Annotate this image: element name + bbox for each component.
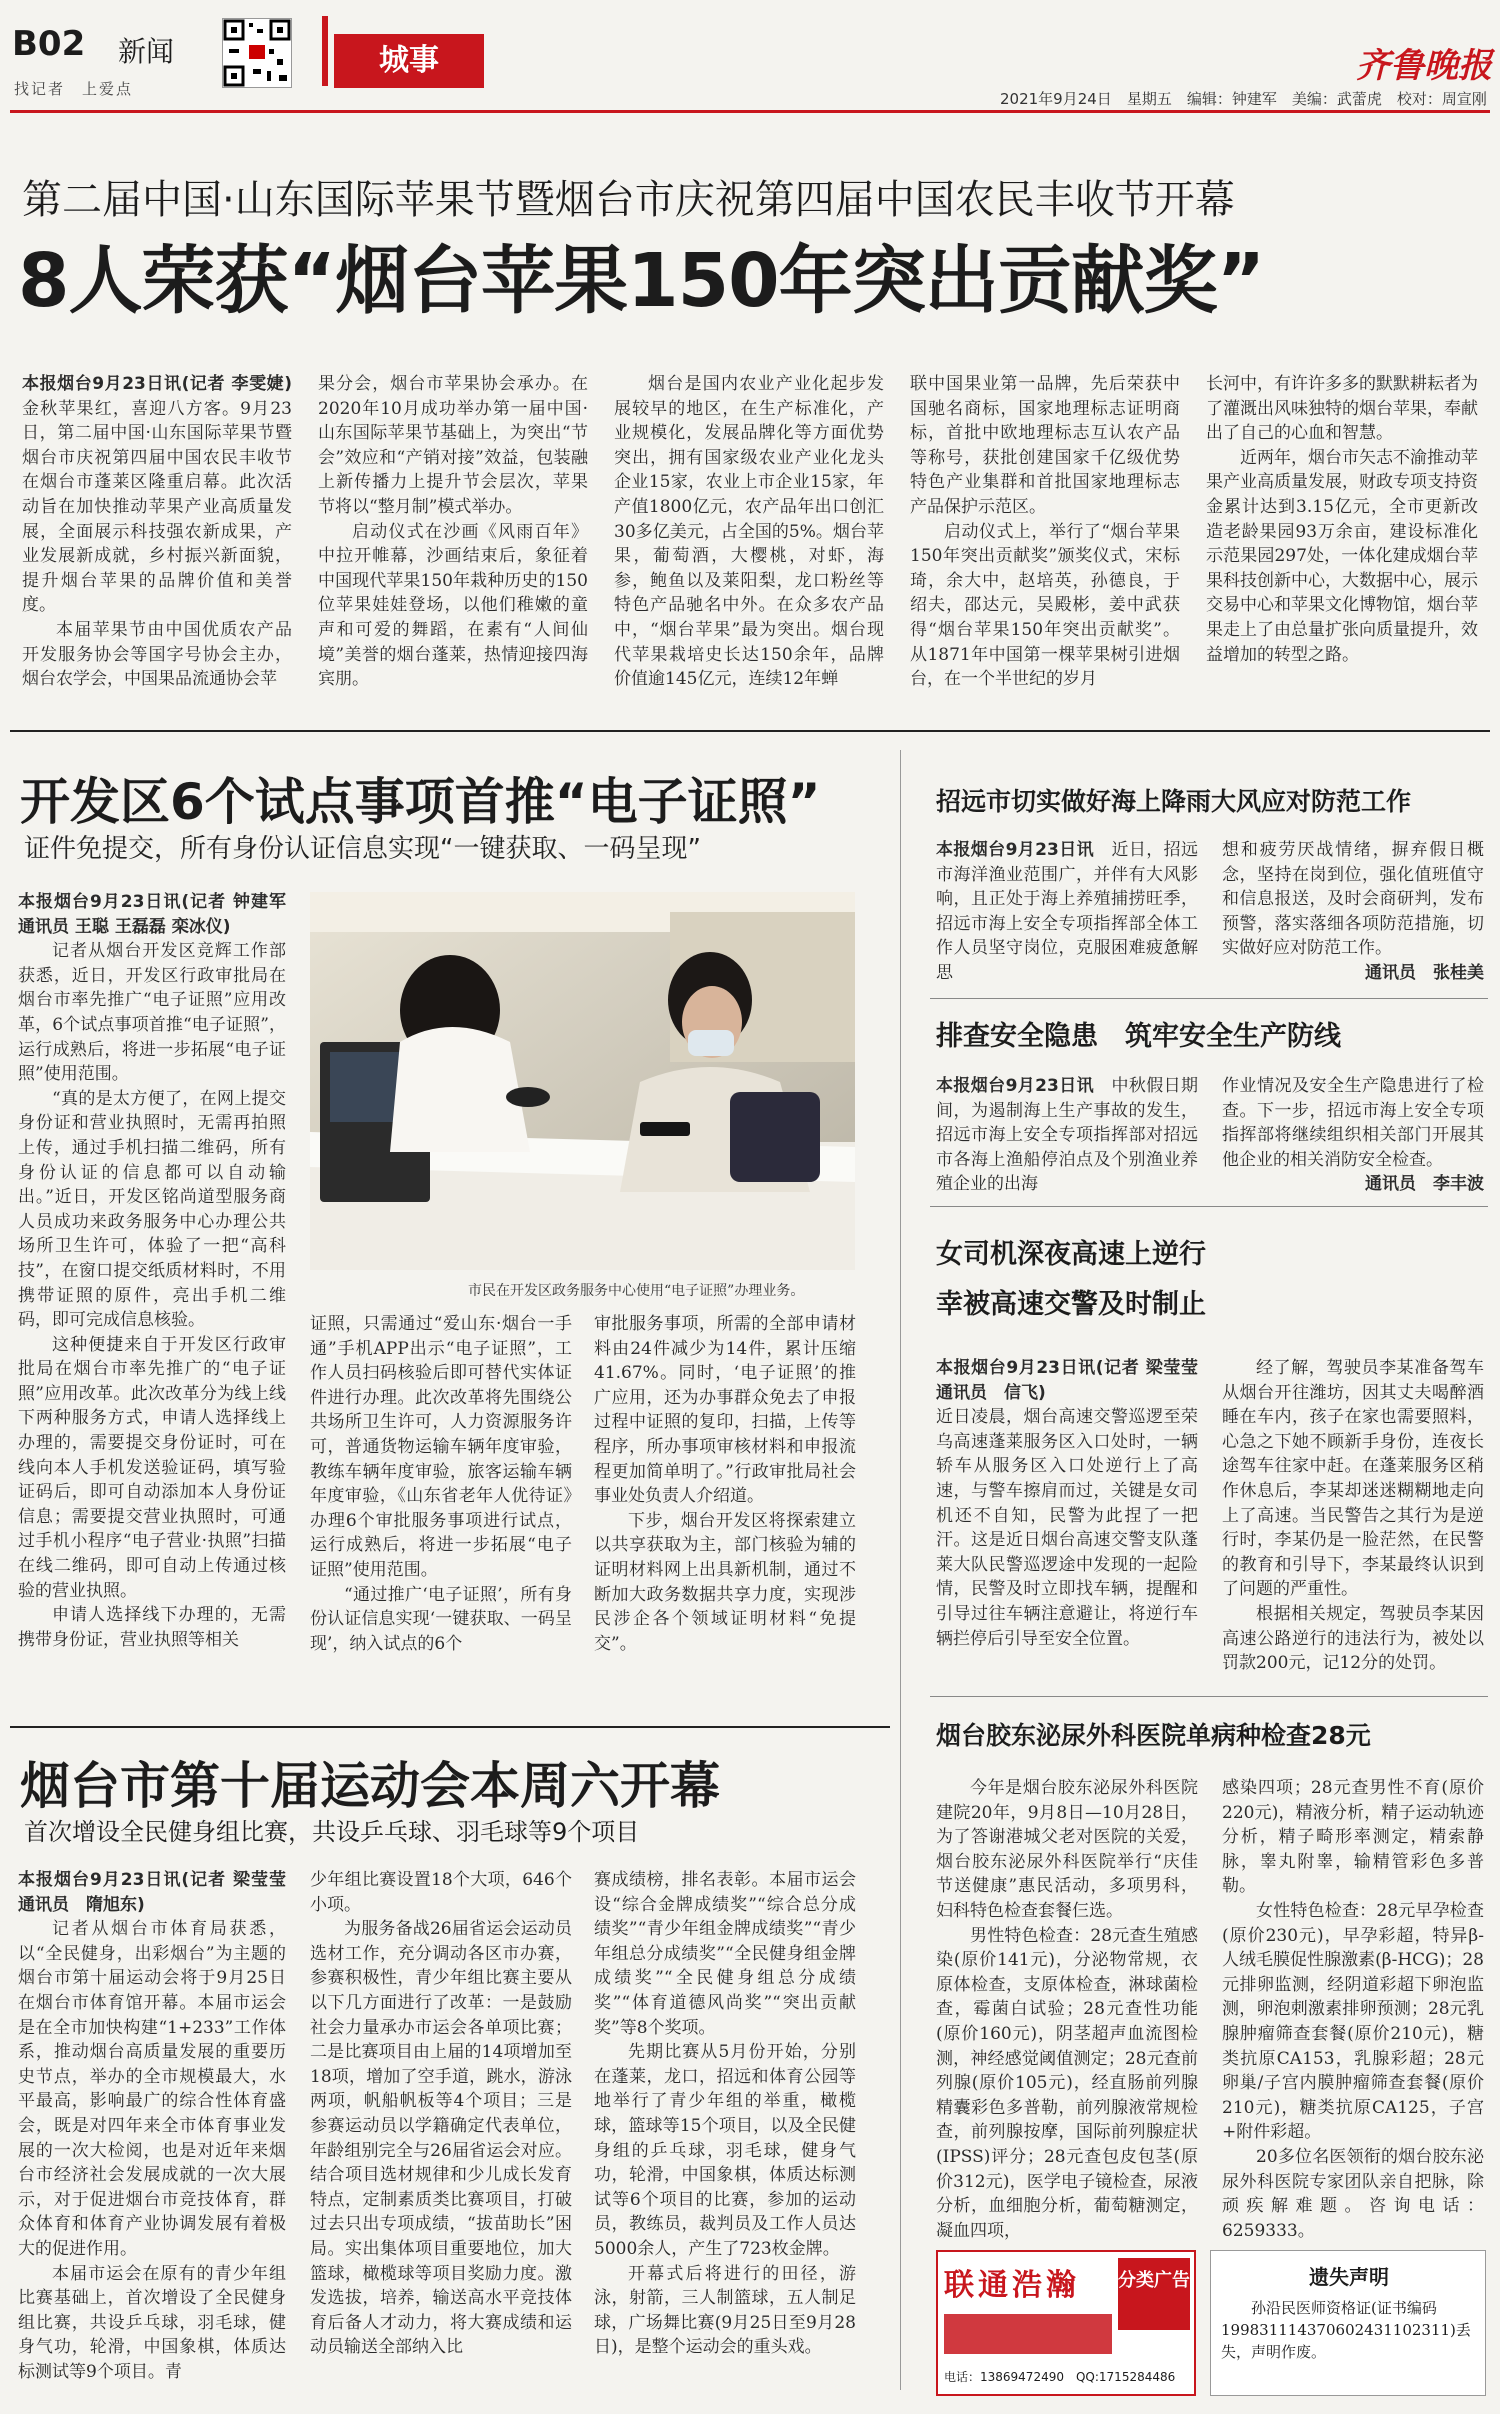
section-tag: 城事 [334,34,484,88]
article-column: 感染四项；28元查男性不育(原价220元)，精液分析，精子运动轨迹分析，精子畸形率测定，精索静脉，睾丸附睾，输精管彩色多普勒。 女性特色检查：28元早孕检查(原价230元)，早孕彩超，特异β-人绒毛膜促性腺激素(β-HCG)；28元排卵监测，经阴道彩超下卵泡监测，卵泡刺激素排卵预测；28元乳腺肿瘤筛查套餐(原价210元)，糖类抗原CA153，乳腺彩超；28元卵巢/子宫内膜肿瘤筛查套餐(原价210元)，糖类抗原CA125，子宫+附件彩超。 20多位名医领衔的烟台胶东泌尿外科医院专家团队亲自把脉，除顽疾解难题。咨询电话：6259333。 [1222,1778,1484,2241]
article-column: 本报烟台9月23日讯(记者 梁莹莹 通讯员 隋旭东) 记者从烟台市体育局获悉，以“全民健身，出彩烟台”为主题的烟台市第十届运动会将于9月25日在烟台市体育馆开幕。本届市运会是在全市加快构建“1+233”工作体系，推动烟台高质量发展的重要历史节点，举办的全市规模最大，水平最高，影响最广的综合性体育盛会，既是对四年来全市体育事业发展的一次大检阅，也是对近年来烟台市经济社会发展成就的一次大展示，对于促进烟台市竞技体育，群众体育和体育产业协调发展有着极大的促进作用。 本届市运会在原有的青少年组比赛基础上，首次增设了全民健身组比赛，共设乒乓球，羽毛球，健身气功，轮滑，中国象棋，体质达标测试等9个项目。青 [18,1870,303,2382]
article-title: 8人荣获“烟台苹果150年突出贡献奖” [18,238,1265,324]
article-subtitle: 证件免提交，所有身份认证信息实现“一键获取、一码呈现” [24,834,701,864]
article-column: 审批服务事项，所需的全部申请材料由24件减少为14件，累计压缩41.67%。同时，‘电子证照’的推广应用，还为办事群众免去了申报过程中证照的复印，扫描，上传等程序，所办事项审核材料和申报流程更加简单明了。”行政审批局社会事业处负责人介绍道。 下步，烟台开发区将探索建立以共享获取为主，部门核验为辅的证明材料网上出具新机制，通过不断加大政务数据共享力度，实现涉民涉企各个领域证明材料“免提交”。 [594,1314,856,1654]
tag-bracket [322,16,328,86]
ad-phone: 电话：13869472490 QQ:1715284486 [944,2370,1176,2384]
article-title: 排查安全隐患 筑牢安全生产防线 [936,1021,1341,1052]
classified-ad [936,2250,1196,2396]
article-column: 想和疲劳厌战情绪，摒弃假日概念，坚持在岗到位，强化值班值守和信息报送，及时会商研判，发布预警，落实落细各项防范措施，切实做好应对防范工作。 通讯员 张桂美 [1222,840,1484,983]
qr-code-icon[interactable] [222,18,292,88]
article-kicker: 第二届中国·山东国际苹果节暨烟台市庆祝第四届中国农民丰收节开幕 [22,177,1235,223]
article-column: 作业情况及安全生产隐患进行了检查。下一步，招远市海上安全专项指挥部将继续组织相关部门开展其他企业的相关消防安全检查。 通讯员 李丰波 [1222,1076,1484,1195]
qr-subtitle: 找记者 上爱点 [14,80,134,98]
article-title: 招远市切实做好海上降雨大风应对防范工作 [936,787,1412,816]
article-column: 赛成绩榜，排名表彰。本届市运会设“综合金牌成绩奖”“综合总分成绩奖”“青少年组金牌成绩奖”“青少年组总分成绩奖”“全民健身组金牌成绩奖”“全民健身组总分成绩奖”“体育道德风尚奖”“突出贡献奖”等8个奖项。 先期比赛从5月份开始，分别在蓬莱，龙口，招远和体育公园等地举行了青少年组的举重，橄榄球，篮球等15个项目，以及全民健身组的乒乓球，羽毛球，健身气功，轮滑，中国象棋，体质达标测试等6个项目的比赛，参加的运动员，教练员，裁判员及工作人员达5000余人，产生了723枚金牌。 开幕式后将进行的田径，游泳，射箭，三人制篮球，五人制足球，广场舞比赛(9月25日至9月28日)，是整个运动会的重头戏。 [594,1870,856,2358]
issue-info: 2021年9月24日 星期五 编辑：钟建军 美编：武蕾虎 校对：周宣刚 [1000,90,1487,108]
article-title: 开发区6个试点事项首推“电子证照” [20,773,821,831]
section-name: 新闻 [118,35,175,68]
article-column: 少年组比赛设置18个大项，646个小项。 为服务备战26届省运会运动员选材工作，充分调动各区市办赛，参赛积极性，青少年组比赛主要从以下几方面进行了改革：一是鼓励社会力量承办市运会各单项比赛；二是比赛项目由上届的14项增加至18项，增加了空手道，跳水，游泳两项，帆船帆板等4个项目；三是参赛运动员以学籍确定代表单位，年龄组别完全与26届省运会对应。结合项目选材规律和少儿成长发育特点，定制素质类比赛项目，打破过去只出专项成绩，“拔苗助长”困局。实出集体项目重要地位，加大篮球，橄榄球等项目奖励力度。激发选拔，培养，输送高水平竞技体育后备人才动力，将大赛成绩和运动员输送全部纳入比 [310,1870,572,2358]
ad-brand: 联通浩瀚 [944,2268,1080,2303]
article-column: 联中国果业第一品牌，先后荣获中国驰名商标，国家地理标志证明商标，首批中欧地理标志互认农产品等称号，获批创建国家千亿级优势特色产业集群和首批国家地理标志产品保护示范区。 启动仪式上，举行了“烟台苹果150年突出贡献奖”颁奖仪式，宋标琦，余大中，赵培英，孙德良，于绍夫，邵达元，吴殿彬，姜中武获得“烟台苹果150年突出贡献奖”。从1871年中国第一棵苹果树引进烟台，在一个半世纪的岁月 [910,374,1180,690]
article-column: 果分会，烟台市苹果协会承办。在2020年10月成功举办第一届中国·山东国际苹果节基础上，为突出“节会”效应和“产销对接”效益，包装融上新传播力上提升节会层次，苹果节将以“整月制”模式举办。 启动仪式在沙画《风雨百年》中拉开帷幕，沙画结束后，象征着中国现代苹果150年栽种历史的150位苹果娃娃登场，以他们稚嫩的童声和可爱的舞蹈，在素有“人间仙境”美誉的烟台蓬莱，热情迎接四海宾朋。 [318,374,588,690]
article-title: 烟台市第十届运动会本周六开幕 [20,1757,720,1815]
notice-box [1210,2250,1486,2396]
article-title: 幸被高速交警及时制止 [936,1289,1206,1320]
newspaper-logo: 齐鲁晚报 [1356,46,1492,86]
article-title: 烟台胶东泌尿外科医院单病种检查28元 [936,1721,1371,1750]
notice-title: 遗失声明 [1309,2265,1389,2289]
article-column: 本报烟台9月23日讯 中秋假日期间，为遏制海上生产事故的发生，招远市海上安全专项指挥部对招远市各海上渔船停泊点及个别渔业养殖企业的出海 [936,1076,1199,1195]
news-photo [310,892,855,1270]
notice-text: 孙沿民医师资格证(证书编码199831114370602431102311)丢失，声明作废。 [1221,2299,1471,2361]
article-column: 本报烟台9月23日讯(记者 梁莹莹 通讯员 信飞) 近日凌晨，烟台高速交警巡逻至荣乌高速蓬莱服务区入口处时，一辆轿车从服务区入口处逆行上了高速，与警车擦肩而过，关键是女司机还不自知，民警为此捏了一把汗。这是近日烟台高速交警支队蓬莱大队民警巡逻途中发现的一起险情，民警及时立即找车辆，提醒和引导过往车辆注意避让，将逆行车辆拦停后引导至安全位置。 [936,1358,1215,1649]
article-column: 今年是烟台胶东泌尿外科医院建院20年，9月8日—10月28日，为了答谢港城父老对医院的关爱，烟台胶东泌尿外科医院举行“庆佳节送健康”惠民活动，多项男科，妇科特色检查套餐仨选。 男性特色检查：28元查生殖感染(原价141元)，分泌物常规，衣原体检查，支原体检查，淋球菌检查，霉菌白试验；28元查性功能(原价160元)，阴茎超声血流图检测，神经感觉阈值测定；28元查前列腺(原价105元)，经直肠前列腺精囊彩色多普勒，前列腺液常规检查，前列腺按摩，国际前列腺症状(IPSS)评分；28元查包皮包茎(原价312元)，医学电子镜检查，尿液分析，血细胞分析，葡萄糖测定，凝血四项， [936,1778,1198,2241]
article-column: 本报烟台9月23日讯(记者 李雯婕)金秋苹果红，喜迎八方客。9月23日，第二届中国·山东国际苹果节暨烟台市庆祝第四届中国农民丰收节在烟台市蓬莱区隆重启幕。此次活动旨在加快推动苹果产业高质量发展，全面展示科技强农新成果，产业发展新成就，乡村振兴新面貌，提升烟台苹果的品牌价值和美誉度。 本届苹果节由中国优质农产品开发服务协会等国字号协会主办，烟台农学会，中国果品流通协会苹 [22,374,292,690]
photo-caption: 市民在开发区政务服务中心使用“电子证照”办理业务。 [468,1283,805,1299]
article-column: 长河中，有许许多多的默默耕耘者为了灌溉出风味独特的烟台苹果，奉献出了自己的心血和智慧。 近两年，烟台市矢志不渝推动苹果产业高质量发展，财政专项支持资金累计达到3.15亿元，全市更新改造老龄果园93万余亩，建设标准化示范果园297处，一体化建成烟台苹果科技创新中心，大数据中心，展示交易中心和苹果文化博物馆，烟台苹果走上了由总量扩张向质量提升，效益增加的转型之路。 [1206,374,1478,665]
ad-category-badge: 分类广告 [1118,2258,1190,2330]
article-column: 证照，只需通过“爱山东·烟台一手通”手机APP出示“电子证照”，工作人员扫码核验后即可替代实体证件进行办理。此次改革将先围绕公共场所卫生许可，人力资源服务许可，普通货物运输车辆年度审验，教练车辆年度审验，旅客运输车辆年度审验，《山东省老年人优待证》办理6个审批服务事项进行试点，运行成熟后，将进一步拓展“电子证照”使用范围。 “通过推广‘电子证照’，所有身份认证信息实现‘一键获取、一码呈现’，纳入试点的6个 [310,1314,572,1654]
article-title: 女司机深夜高速上逆行 [936,1239,1206,1270]
article-column: 本报烟台9月23日讯(记者 钟建军 通讯员 王聪 王磊磊 栾冰仪) 记者从烟台开发区竞辉工作部获悉，近日，开发区行政审批局在烟台市率先推广“电子证照”应用改革，6个试点事项首推“电子证照”，运行成熟后，将进一步拓展“电子证照”使用范围。 “真的是太方便了，在网上提交身份证和营业执照时，无需再拍照上传，通过手机扫描二维码，所有身份认证的信息都可以自动输出。”近日，开发区铭尚道型服务商人员成功来政务服务中心办理公共场所卫生许可，体验了一把“高科技”，在窗口提交纸质材料时，不用携带证照的原件，亮出手机二维码，即可完成信息核验。 这种便捷来自于开发区行政审批局在烟台市率先推广的“电子证照”应用改革。此次改革分为线上线下两种服务方式，申请人选择线上办理的，需要提交身份证时，可在线向本人手机发送验证码，填写验证码后，即可自动添加本人身份证信息；需要提交营业执照时，可通过手机小程序“电子营业·执照”扫描在线二维码，即可自动上传通过核验的营业执照。 申请人选择线下办理的，无需携带身份证，营业执照等相关 [18,892,286,1650]
article-column: 经了解，驾驶员李某准备驾车从烟台开往潍坊，因其丈夫喝醉酒睡在车内，孩子在家也需要照料，心急之下她不顾新手身份，连夜长途驾车往家中赶。在蓬莱服务区稍作休息后，李某却迷迷糊糊地走向上了高速。当民警告之其行为是逆行时，李某仍是一脸茫然，在民警的教育和引导下，李某最终认识到了问题的严重性。 根据相关规定，驾驶员李某因高速公路逆行的违法行为，被处以罚款200元，记12分的处罚。 [1222,1358,1484,1674]
ad-banner [944,2314,1112,2354]
article-subtitle: 首次增设全民健身组比赛，共设乒乓球、羽毛球等9个项目 [24,1818,640,1846]
article-column: 烟台是国内农业产业化起步发展较早的地区，在生产标准化，产业规模化，发展品牌化等方面优势突出，拥有国家级农业产业化龙头企业15家，农业上市企业15家，年产值1800亿元，农产品年出口创汇30多亿美元，占全国的5%。烟台苹果，葡萄酒，大樱桃，对虾，海参，鲍鱼以及莱阳梨，龙口粉丝等特色产品驰名中外。在众多农产品中，“烟台苹果”最为突出。烟台现代苹果栽培史长达150余年，品牌价值逾145亿元，连续12年蝉 [614,374,884,690]
article-column: 本报烟台9月23日讯 近日，招远市海洋渔业范围广，并伴有大风影响，且正处于海上养殖捕捞旺季，招远市海上安全专项指挥部全体工作人员坚守岗位，克服困难疲惫解思 [936,840,1199,983]
page-number: B02 [12,24,86,64]
